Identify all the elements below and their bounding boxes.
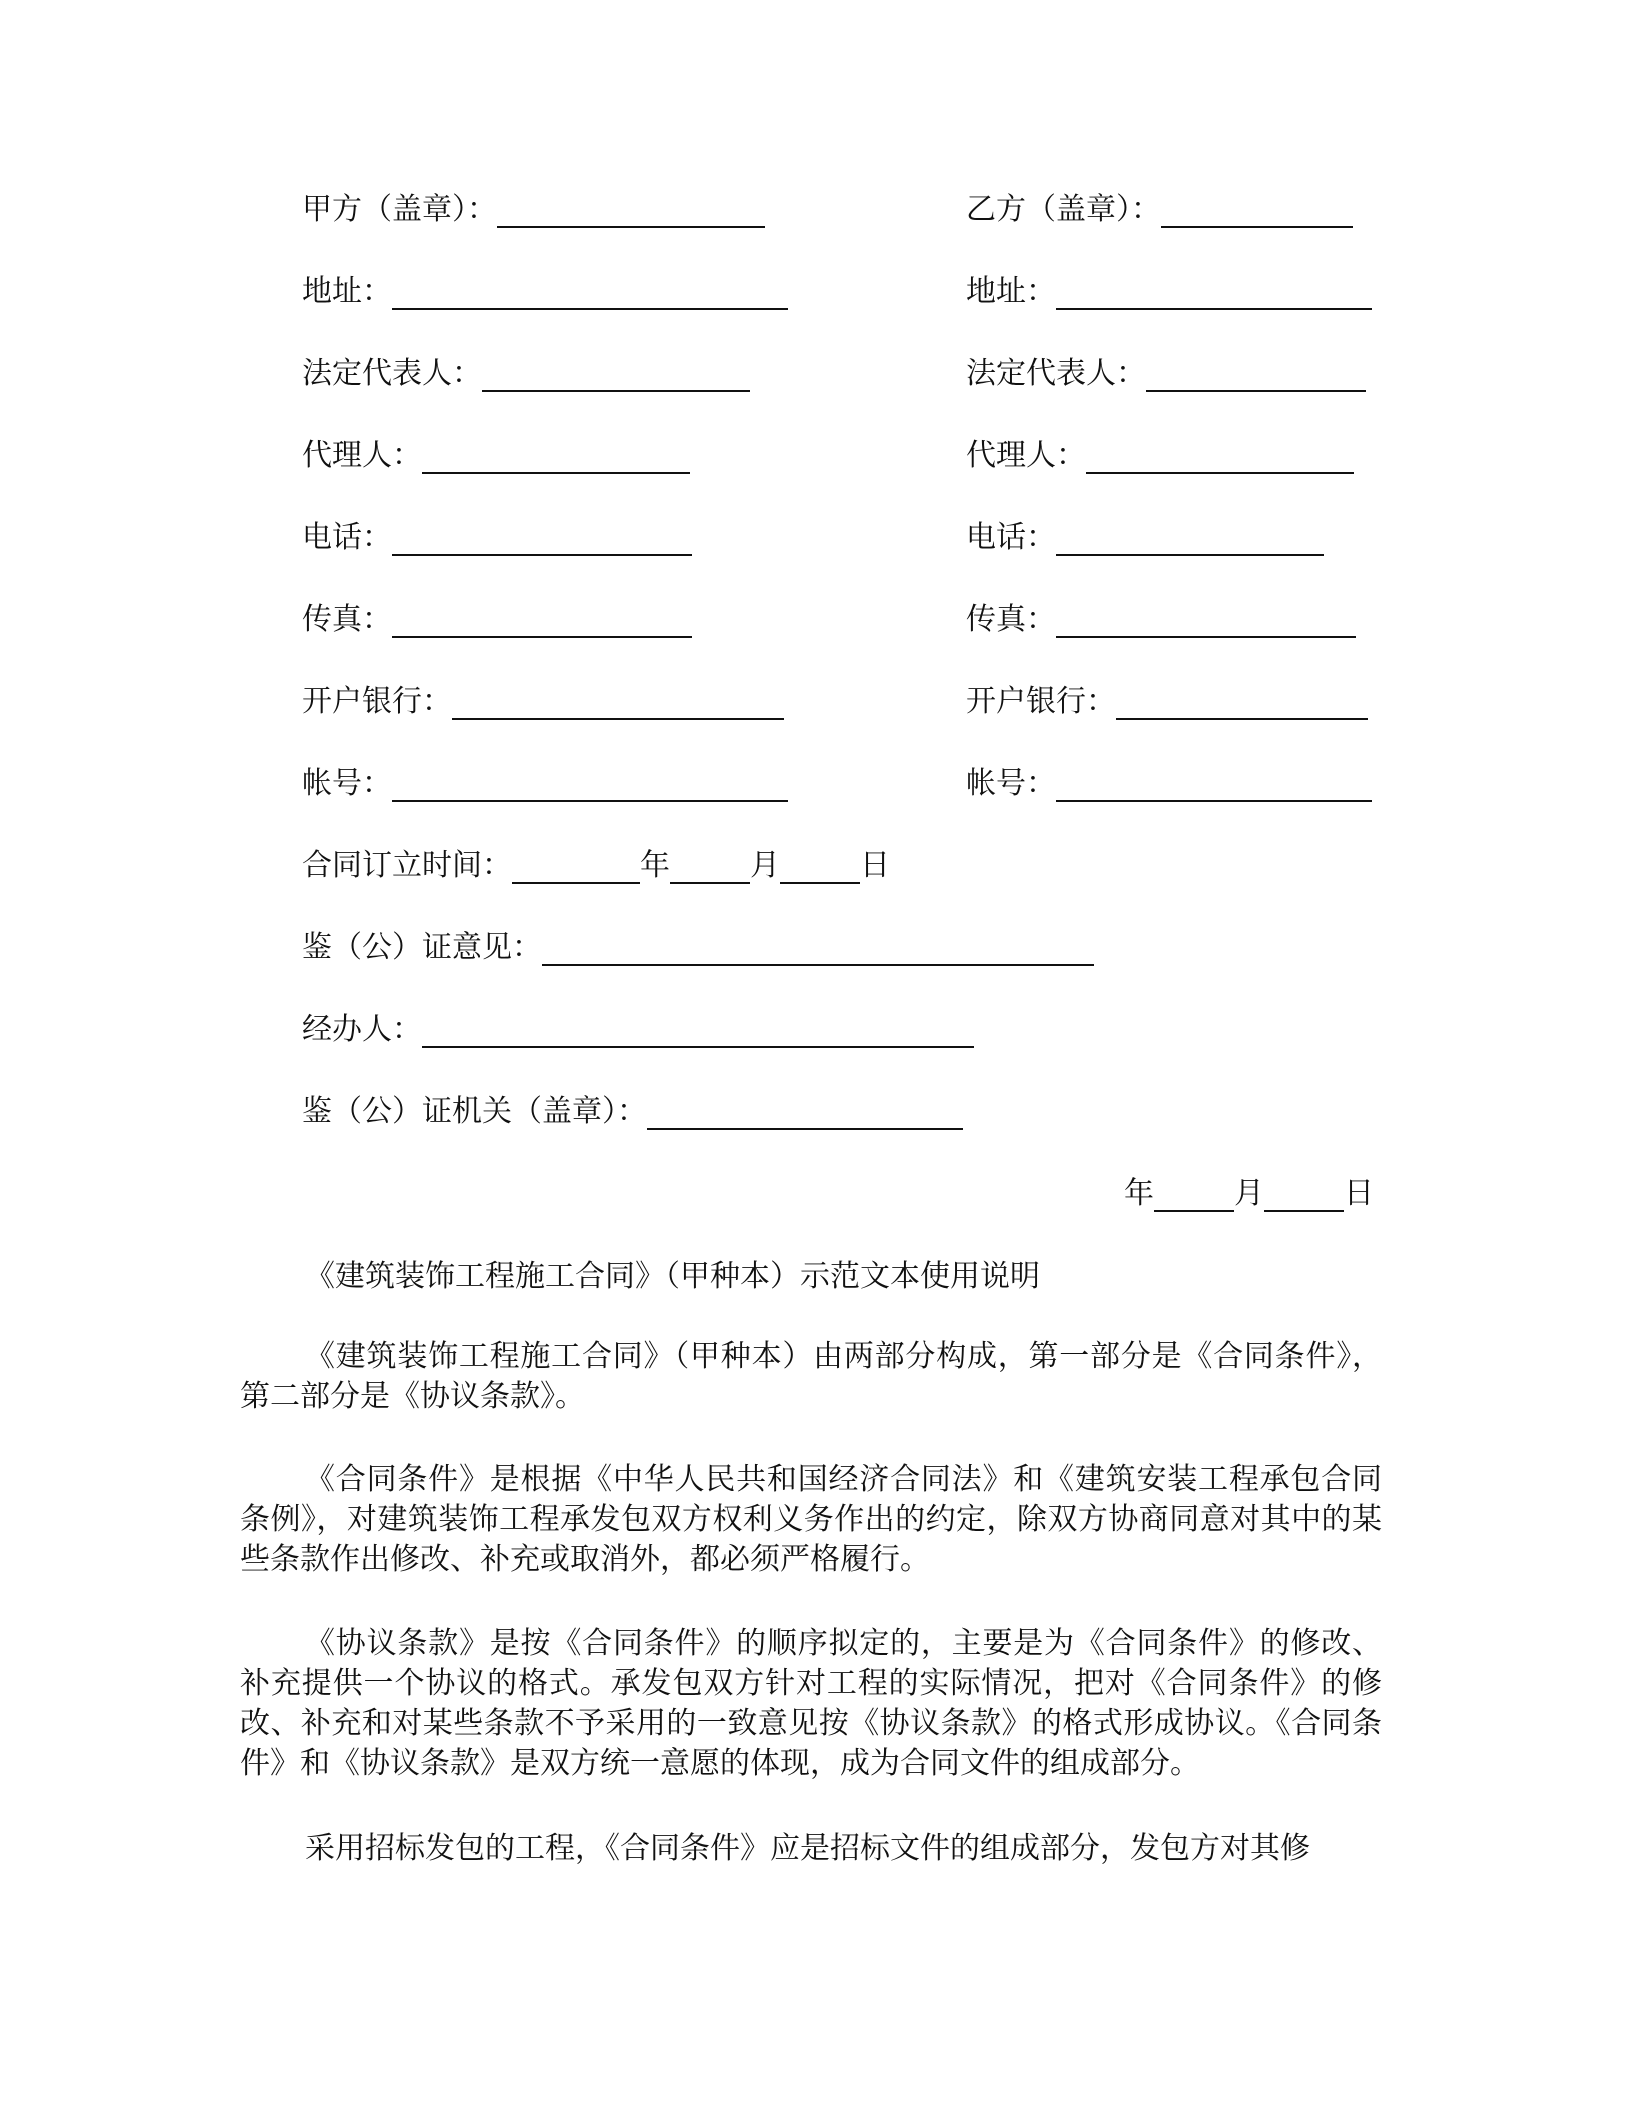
party-a-fax-blank[interactable] (392, 606, 692, 638)
notary-authority-field (302, 1094, 963, 1130)
party-a-legal-rep-field (302, 356, 750, 392)
party-b-fax-label: 传真： (966, 602, 1056, 637)
party-b-phone-label: 电话： (966, 520, 1056, 555)
party-a-phone-field (302, 520, 692, 556)
party-b-account-label: 帐号： (966, 766, 1056, 801)
notary-date-month: 月 (1234, 1176, 1264, 1211)
party-b-address-label: 地址： (966, 274, 1056, 309)
party-a-seal-field (302, 192, 765, 228)
party-b-legal-rep-label: 法定代表人： (966, 356, 1146, 391)
notary-date-year: 年 (1124, 1176, 1154, 1211)
party-a-bank-blank[interactable] (452, 688, 784, 720)
party-a-agent-blank[interactable] (422, 442, 690, 474)
party-b-account-blank[interactable] (1056, 770, 1372, 802)
notary-handler-blank[interactable] (422, 1016, 974, 1048)
party-b-account-field (966, 766, 1372, 802)
contract-date-month: 月 (750, 848, 780, 883)
party-b-fax-blank[interactable] (1056, 606, 1356, 638)
party-b-seal-label: 乙方（盖章）： (966, 192, 1161, 227)
contract-date-day-blank[interactable] (780, 852, 860, 884)
instructions-paragraph-3: 《协议条款》是按《合同条件》的顺序拟定的，主要是为《合同条件》的修改、补充提供一个协议的格式。承发包双方针对工程的实际情况，把对《合同条件》的修改、补充和对某些条款不予采用的一致意见按《协议条款》的格式形成协议。《合同条件》和《协议条款》是双方统一意愿的体现，成为合同文件的组成部分。 (240, 1626, 1382, 1781)
party-b-address-blank[interactable] (1056, 278, 1372, 310)
party-a-address-field (302, 274, 788, 310)
notary-opinion-label: 鉴（公）证意见： (302, 930, 542, 965)
notary-authority-label: 鉴（公）证机关（盖章）： (302, 1094, 647, 1129)
notary-date-day-blank[interactable] (1264, 1180, 1344, 1212)
notary-date-day: 日 (1344, 1176, 1374, 1211)
party-a-account-blank[interactable] (392, 770, 788, 802)
party-b-bank-label: 开户银行： (966, 684, 1116, 719)
party-a-address-label: 地址： (302, 274, 392, 309)
party-b-agent-field (966, 438, 1354, 474)
party-a-legal-rep-label: 法定代表人： (302, 356, 482, 391)
party-a-agent-label: 代理人： (302, 438, 422, 473)
contract-date-month-blank[interactable] (670, 852, 750, 884)
party-a-address-blank[interactable] (392, 278, 788, 310)
party-a-bank-label: 开户银行： (302, 684, 452, 719)
party-a-legal-rep-blank[interactable] (482, 360, 750, 392)
party-b-fax-field (966, 602, 1356, 638)
party-a-phone-blank[interactable] (392, 524, 692, 556)
notary-handler-label: 经办人： (302, 1012, 422, 1047)
contract-date-field (302, 848, 890, 884)
party-b-phone-field (966, 520, 1324, 556)
party-b-seal-blank[interactable] (1161, 196, 1353, 228)
instructions-paragraph-4: 采用招标发包的工程，《合同条件》应是招标文件的组成部分，发包方对其修 (305, 1831, 1310, 1866)
party-b-agent-label: 代理人： (966, 438, 1086, 473)
notary-handler-field (302, 1012, 974, 1048)
contract-date-label: 合同订立时间： (302, 848, 512, 883)
party-a-phone-label: 电话： (302, 520, 392, 555)
party-a-account-label: 帐号： (302, 766, 392, 801)
notary-opinion-blank[interactable] (542, 934, 1094, 966)
contract-date-year-blank[interactable] (512, 852, 640, 884)
party-b-seal-field (966, 192, 1353, 228)
party-a-agent-field (302, 438, 690, 474)
party-a-bank-field (302, 684, 784, 720)
instructions-title: 《建筑装饰工程施工合同》（甲种本）示范文本使用说明 (305, 1259, 1040, 1294)
party-b-legal-rep-blank[interactable] (1146, 360, 1366, 392)
instructions-paragraph-2: 《合同条件》是根据《中华人民共和国经济合同法》和《建筑安装工程承包合同条例》，对建筑装饰工程承发包双方权利义务作出的约定，除双方协商同意对其中的某些条款作出修改、补充或取消外，都必须严格履行。 (240, 1462, 1382, 1577)
party-b-address-field (966, 274, 1372, 310)
notary-date-field (1124, 1176, 1374, 1212)
notary-date-month-blank[interactable] (1154, 1180, 1234, 1212)
party-a-account-field (302, 766, 788, 802)
party-b-phone-blank[interactable] (1056, 524, 1324, 556)
instructions-paragraph-1: 《建筑装饰工程施工合同》（甲种本）由两部分构成，第一部分是《合同条件》，第二部分是《协议条款》。 (240, 1339, 1382, 1414)
party-b-bank-field (966, 684, 1368, 720)
party-a-seal-blank[interactable] (497, 196, 765, 228)
contract-date-day: 日 (860, 848, 890, 883)
party-a-fax-field (302, 602, 692, 638)
notary-authority-blank[interactable] (647, 1098, 963, 1130)
party-b-bank-blank[interactable] (1116, 688, 1368, 720)
party-a-fax-label: 传真： (302, 602, 392, 637)
party-b-legal-rep-field (966, 356, 1366, 392)
party-a-seal-label: 甲方（盖章）： (302, 192, 497, 227)
contract-date-year: 年 (640, 848, 670, 883)
notary-opinion-field (302, 930, 1094, 966)
party-b-agent-blank[interactable] (1086, 442, 1354, 474)
